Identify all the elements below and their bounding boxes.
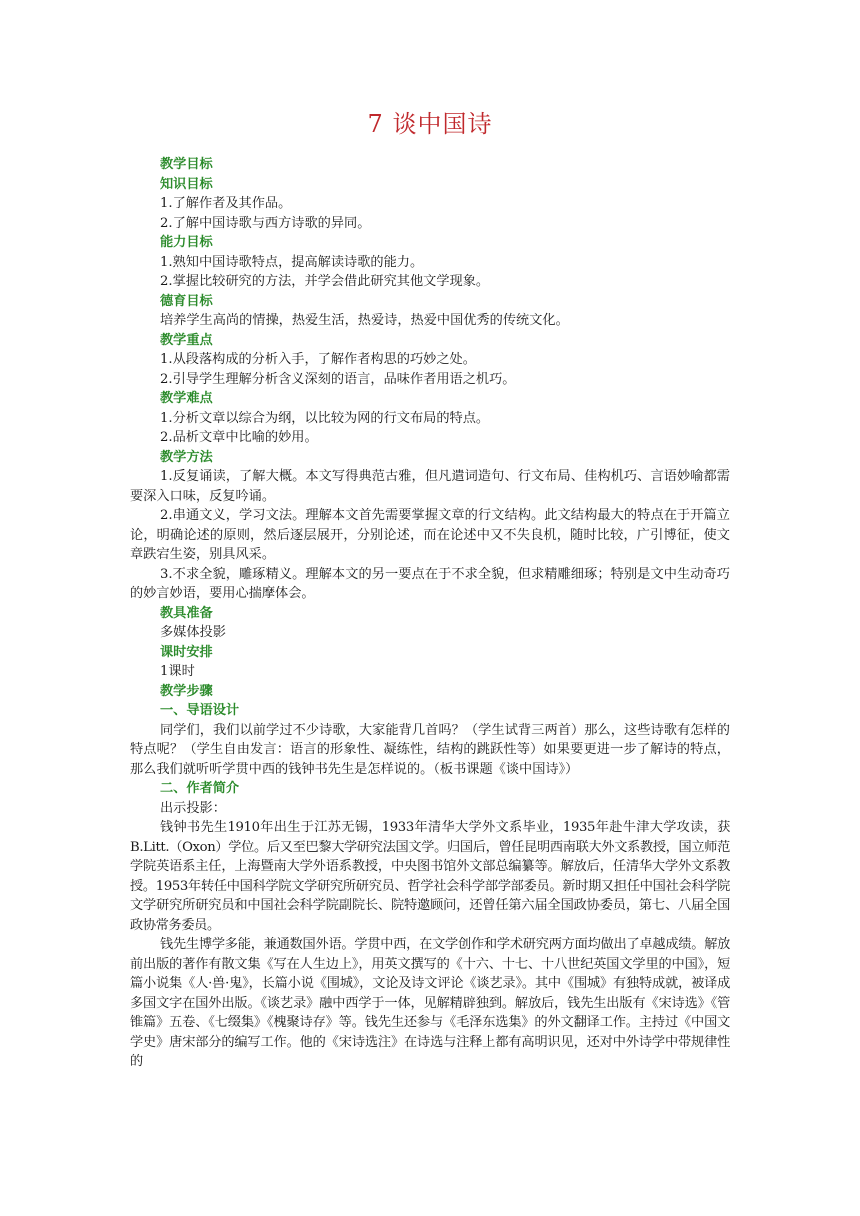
heading-author-intro: 二、作者简介 xyxy=(160,781,240,796)
list-item: 2.了解中国诗歌与西方诗歌的异同。 xyxy=(160,215,371,231)
list-item: 培养学生高尚的情操，热爱生活，热爱诗，热爱中国优秀的传统文化。 xyxy=(160,313,569,328)
heading-teaching-steps: 教学步骤 xyxy=(160,683,213,699)
list-item: 2.掌握比较研究的方法，并学会借此研究其他文学现象。 xyxy=(160,274,490,289)
paragraph: 钱先生博学多能，兼通数国外语。学贯中西，在文学创作和学术研究两方面均做出了卓越成绩。解放前出版的著作有散文集《写在人生边上》，用英文撰写的《十六、十七、十八世纪英国文学里的中国》，短篇小说集《人·兽·鬼》，长篇小说《围城》，文论及诗文评论《谈艺录》。其中《围城》有独特成就，被译成多国文字在国外出版。《谈艺录》融中西学于一体，见解精辟独到。解放后，钱先生出版有《宋诗选》《管锥篇》五卷、《七缀集》《槐聚诗存》等。钱先生还参与《毛泽东选集》的外文翻译工作。主持过《中国文学史》唐宋部分的编写工作。他的《宋诗选注》在诗选与注释上都有高明识见，还对中外诗学中带规律性的 xyxy=(130,937,730,1069)
paragraph: 钱钟书先生1910年出生于江苏无锡，1933年清华大学外文系毕业，1935年赴牛津大学攻读，获B.Litt.（Oxon）学位。后又至巴黎大学研究法国文学。归国后，曾任昆明西南联大外文系教授，国立师范学院英语系主任，上海暨南大学外语系教授，中央图书馆外文部总编纂等。解放后，任清华大学外文系教授。1953年转任中国科学院文学研究所研究员、哲学社会科学部学部委员。新时期又担任中国社会科学院文学研究所研究员和中国社会科学院副院长、院特邀顾问，还曾任第六届全国政协委员，第七、八届全国政协常务委员。 xyxy=(130,820,730,933)
heading-knowledge-goals: 知识目标 xyxy=(160,176,213,192)
paragraph: 1.反复诵读，了解大概。本文写得典范古雅，但凡遣词造句、行文布局、佳构机巧、言语妙喻都需要深入口味，反复吟诵。 xyxy=(130,469,730,504)
heading-difficulties: 教学难点 xyxy=(160,391,213,406)
document-body xyxy=(130,155,730,1072)
heading-introduction: 一、导语设计 xyxy=(160,703,240,718)
heading-teaching-goals: 教学目标 xyxy=(160,157,213,172)
list-item: 1课时 xyxy=(160,664,195,679)
list-item: 1.熟知中国诗歌特点，提高解读诗歌的能力。 xyxy=(160,254,424,270)
heading-teaching-aids: 教具准备 xyxy=(160,605,213,621)
heading-key-points: 教学重点 xyxy=(160,332,213,348)
list-item: 2.品析文章中比喻的妙用。 xyxy=(160,430,318,445)
list-item: 多媒体投影 xyxy=(160,625,226,640)
heading-ability-goals: 能力目标 xyxy=(160,235,213,250)
heading-moral-goals: 德育目标 xyxy=(160,293,213,309)
document-title: 7 谈中国诗 xyxy=(367,110,493,138)
list-item: 1.分析文章以综合为纲，以比较为网的行文布局的特点。 xyxy=(160,410,490,426)
heading-schedule: 课时安排 xyxy=(160,644,213,660)
list-item: 2.引导学生理解分析含义深刻的语言，品味作者用语之机巧。 xyxy=(160,371,516,387)
list-item: 1.从段落构成的分析入手，了解作者构思的巧妙之处。 xyxy=(160,352,476,367)
heading-methods: 教学方法 xyxy=(160,449,213,465)
paragraph: 2.串通文义，学习文法。理解本文首先需要掌握文章的行文结构。此文结构最大的特点在于开篇立论，明确论述的原则，然后逐层展开，分别论述，而在论述中又不失良机，随时比较，广引博征，使文章跌宕生姿，别具风采。 xyxy=(130,508,730,562)
paragraph: 3.不求全貌，雕琢精义。理解本文的另一要点在于不求全貌，但求精雕细琢；特别是文中生动奇巧的妙言妙语，要用心揣摩体会。 xyxy=(130,566,730,601)
list-item: 出示投影： xyxy=(160,800,226,816)
list-item: 1.了解作者及其作品。 xyxy=(160,196,292,211)
paragraph: 同学们，我们以前学过不少诗歌，大家能背几首吗？（学生试背三两首）那么，这些诗歌有怎样的特点呢？（学生自由发言：语言的形象性、凝练性，结构的跳跃性等）如果要更进一步了解诗的特点，那么我们就听听学贯中西的钱钟书先生是怎样说的。（板书课题《谈中国诗》） xyxy=(130,722,730,777)
